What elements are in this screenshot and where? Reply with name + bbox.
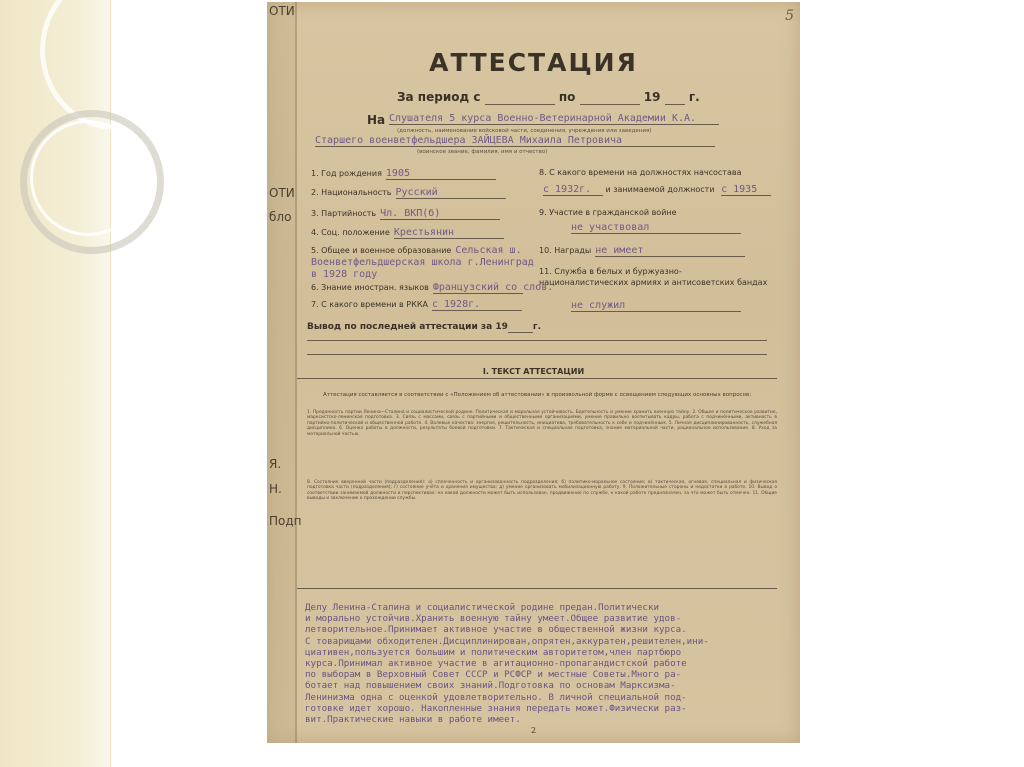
- page-mark: 5: [785, 8, 794, 24]
- decorative-ring: [30, 120, 146, 236]
- field-white-service-value: не служил: [567, 300, 741, 312]
- period-year: 19: [643, 90, 661, 104]
- field-command-since: 8. С какого времени на должностях начсостава: [539, 168, 742, 177]
- instructions-fine-print: 1. Преданность партии Ленина—Сталина и социалистической родине. Политическая и моральная устойчивость. Бдительность и умение хранить военную тайну. 2. Общее и политическое развитие, марксистско-ленинская подготовка. 3. Связь с массами, связь с партийными и общественными организациями, умение правильно воспитывать кадры, работа с подчинёнными, активность в партийно-политической и общественной работе. 4. Волевые качества: энергия, решительность, инициатива, требовательность к себе и подчинённым. 5. Личная дисциплинированность, служебная дисциплина. 6. Оценка работы в должности, результаты боевой подготовки. 7. Тактическая и специальная подготовка, знание материальной части, рациональное использование. 8. Уход за материальной частью.: [307, 410, 777, 437]
- stub-mark: Я.: [269, 457, 282, 471]
- period-mid: по: [558, 90, 576, 104]
- document-title: АТТЕСТАЦИЯ: [429, 48, 638, 77]
- section-title: I. ТЕКСТ АТТЕСТАЦИИ: [482, 367, 585, 376]
- stub-mark: Н.: [269, 482, 282, 496]
- slide-decoration: [0, 0, 111, 767]
- period-to-blank: [580, 90, 640, 105]
- period-label: За период с: [397, 90, 481, 104]
- period-line: [397, 90, 700, 105]
- field-civil-war: 9. Участие в гражданской войне: [539, 208, 677, 217]
- field-civil-war-value: не участвовал: [567, 222, 741, 234]
- stub-mark: ОТИ: [269, 4, 295, 18]
- position-note: (должность, наименование войсковой части, соединения, учреждения или заведения): [397, 128, 652, 134]
- field-nationality: 2. Национальность Русский: [311, 187, 506, 199]
- field-awards: 10. Награды не имеет: [539, 245, 745, 257]
- field-social-status: 4. Соц. положение Крестьянин: [311, 227, 504, 239]
- conclusion-line: Вывод по последней аттестации за 19 г.: [307, 322, 542, 332]
- field-rkka-since: 7. С какого времени в РККА с 1928г.: [311, 299, 522, 311]
- period-suffix: г.: [688, 90, 700, 104]
- rank-name-value: Старшего военветфельдшера ЗАЙЦЕВА Михаила Петровича: [315, 135, 715, 147]
- field-education: 5. Общее и военное образование Сельская ш. Военветфельдшерская школа г.Ленинград в 1928 году: [311, 245, 534, 280]
- body-divider: [297, 588, 777, 589]
- field-white-service: 11. Служба в белых и буржуазно-националистических армиях и антисоветских бандах: [539, 267, 768, 287]
- page-number: 2: [530, 726, 537, 735]
- stub-mark: Подп: [269, 514, 302, 528]
- field-party: 3. Партийность Чл. ВКП(б): [311, 208, 500, 220]
- stub-mark: ОТИ: [269, 186, 295, 200]
- conclusion-rule: [307, 354, 767, 355]
- field-command-value: с 1932г. и занимаемой должности с 1935: [539, 184, 771, 196]
- attestation-document: [267, 2, 800, 743]
- section-intro: Аттестация составляется в соответствии с «Положением об аттестовании» в произвольной форме с освещением следующих основных вопросов:: [322, 392, 752, 398]
- rank-note: (воинское звание, фамилия, имя и отчество): [417, 149, 548, 155]
- period-year-blank: [665, 90, 685, 105]
- period-from-blank: [485, 90, 555, 105]
- decorative-ring: [40, 0, 190, 130]
- stub-mark: бло: [269, 210, 292, 224]
- conclusion-rule: [307, 340, 767, 341]
- field-birth-year: 1. Год рождения 1905: [311, 168, 496, 180]
- position-value: Слушателя 5 курса Военно-Ветеринарной Академии К.А.: [389, 113, 719, 125]
- attestation-body-text: Делу Ленина-Сталина и социалистической родине предан.Политически и морально устойчив.Хранить военную тайну умеет.Общее развитие удов- летворительное.Принимает активное участие в общественной жизни курса. С товарищами обходителен.Дисциплинирован,опрятен,аккуратен,решителен,ини- циативен,пользуется большим и политическим авторитетом,член партбюро курса.Принимал активное участие в агитационно-пропагандистской работе по выборам в Верховный Совет СССР и РСФСР и местные Советы.Много ра- ботает над повышением своих знаний.Подготовка по основам Марксизма- Ленинизма одна с оценкой удовлетворительно. В личной специальной под- готовке идет хорошо. Накопленные знания передать может.Физически раз- вит.Практические навыки в работе имеет.: [305, 602, 709, 726]
- section-divider: [297, 378, 777, 379]
- na-label: На: [367, 113, 386, 127]
- field-languages: 6. Знание иностран. языков Французский со слов.: [311, 282, 554, 293]
- instructions-fine-print: 8. Состояние вверенной части (подразделения): а) сплоченность и организованность подразделения; б) политико-моральное состояние; в) тактическая, огневая, специальная и физическая подготовка части (подразделения); г) состояние учёта и хранения имущества; д) умение организовать мобилизационную работу. 9. Положительные стороны и недостатки в работе. 10. Вывод о соответствии занимаемой должности и перспективах: на какой должности может быть использован, продвижение по службе, к какой работе предназначен, за что может быть отмечен. 11. Общие выводы и заключение о прохождении службы.: [307, 480, 777, 502]
